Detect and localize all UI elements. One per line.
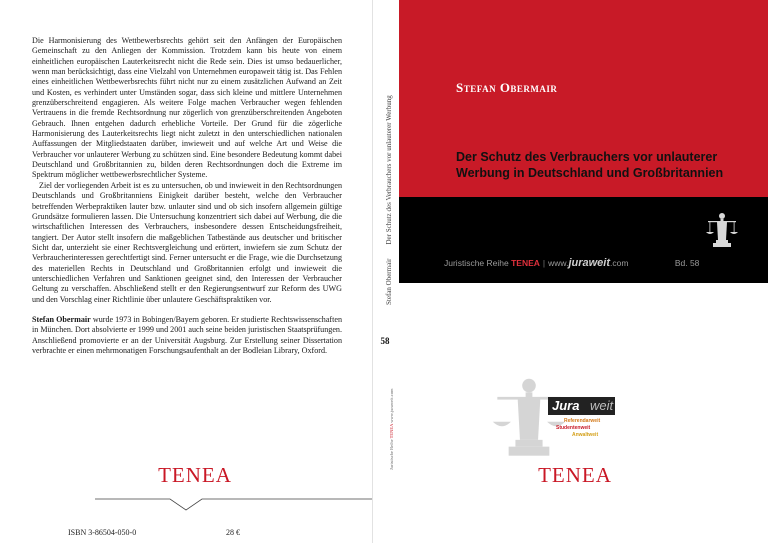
- front-publisher-logo: TENEA: [538, 463, 612, 487]
- isbn: ISBN 3-86504-050-0: [68, 528, 137, 537]
- front-series-prefix: Juristische Reihe: [444, 258, 509, 268]
- juraweit-logo-dark: Jura: [548, 397, 615, 415]
- back-publisher-logo: TENEA: [158, 463, 232, 487]
- logo-tag-3: Anwaltweit: [572, 432, 599, 438]
- price: 28 €: [226, 528, 240, 537]
- spine-text: [385, 5, 393, 305]
- front-series-www: www.: [548, 258, 569, 268]
- juraweit-logo-light: weit: [590, 398, 614, 413]
- front-author: Stefan Obermair: [456, 80, 558, 95]
- spine-series-publisher: TENEA: [389, 423, 394, 439]
- spine-title: Der Schutz des Verbrauchers vor unlauterer Werbung: [385, 95, 393, 245]
- logo-tag-1: Referendarweit: [564, 418, 601, 424]
- spine-series-prefix: Juristische Reihe: [389, 439, 394, 470]
- justitia-watermark-icon: [484, 372, 574, 467]
- justitia-icon: [704, 210, 740, 252]
- spine-series: [389, 360, 394, 470]
- front-series-brand: juraweit: [568, 257, 611, 269]
- front-series-tld: .com: [610, 258, 629, 268]
- blurb-paragraph-1: Die Harmonisierung des Wettbewerbsrechts gehört seit den Anfängen der Europäischen Gemeinschaft zu den Anliegen der Kommission. Trotzdem kann bis heute von einem einheitlichen europäischen Lauterkeitsrecht nicht die Rede sein. Dies ist umso bedauerlicher, wenn man berücksichtigt, dass eine Vielzahl von Unternehmen europaweit tätig ist. Das Fehlen eines einheitlichen Wettbewerbsrechts führt nicht nur zu einem zusätzlichen Aufwand an Zeit und Kosten, es verhindert unter Umständen sogar, dass sich kleine und mittlere Unternehmen grenzüberschreitend engagieren. Als weitere Folge machen Verbraucher wegen fehlenden Vertrauens in die fremde Rechtsordnung nur zögerlich von grenzüberschreitenden Angeboten Gebrauch. Ihnen entgehen dadurch erhebliche Vorteile. Der Grund für die zögerliche Harmonisierung des Lauterkeitsrechts liegt nicht zuletzt in den unterschiedlichen nationalen Auffassungen der Mitgliedstaaten darüber, inwieweit und auf welche Art und Weise die Verbraucher vor unlauterer Werbung zu schützen sind. Eine besondere Bedeutung kommt dabei Deutschland und Großbritannien zu, bilden deren Rechtsordnungen doch die Extreme im Spektrum möglicher wettbewerbsrechtlicher Systeme.: [32, 36, 342, 180]
- spine-series-site: www.juraweit.com: [389, 388, 394, 423]
- author-bio: [32, 315, 342, 356]
- front-series-publisher: TENEA: [511, 258, 540, 268]
- back-cover-blurb: [32, 36, 342, 356]
- spine-volume-number: 58: [380, 336, 390, 346]
- front-series-line: Juristische Reihe TENEA | www.juraweit.com Bd. 58: [444, 257, 700, 269]
- spine-author: Stefan Obermair: [385, 258, 393, 305]
- author-bio-name: Stefan Obermair: [32, 314, 91, 324]
- blurb-paragraph-2: Ziel der vorliegenden Arbeit ist es zu untersuchen, ob und inwieweit in den Rechtsordnungen Deutschlands und Großbritanniens Einigkeit darüber besteht, welche den Verbraucher betreffenden Werbepraktiken lauter bzw. unlauter sind und ob sich insofern allgemein gültige Grundsätze formulieren lassen. Die Untersuchung konzentriert sich dabei auf Werbung, die die wirtschaftlichen Interessen des Verbrauchers, insbesondere dessen Entscheidungsfreiheit, tangiert. Der Autor stellt insofern die maßgeblichen Tatbestände aus deutscher und britischer Sicht dar, unterzieht sie einer Rechtsvergleichung und erörtert, inwiefern sie zum Schutz der Verbraucherinteressen gerechtfertigt sind. Ferner untersucht er die Frage, wie die Durchsetzung des materiellen Rechts in Deutschland und Großbritannien erfolgt und inwieweit die unterschiedlichen Verfahren und Sanktionen geeignet sind, den Interessen der Verbraucher Geltung zu verschaffen. Abschließend stellt er den Regierungsentwurf zur Reform des UWG und den Vorschlag einer Richtlinie über unlautere Geschäftspraktiken vor.: [32, 180, 342, 304]
- author-bio-text: wurde 1973 in Bobingen/Bayern geboren. Er studierte Rechtswissenschaften in München. Dort absolvierte er 1999 und 2001 auch seine beiden juristischen Staatsprüfungen. Anschließend promovierte er an der Universität Augsburg. Zur Erstellung seiner Dissertation verbrachte er einen mehrmonatigen Forschungsaufenthalt an der Bodleian Library, Oxford.: [32, 314, 342, 355]
- front-title: Der Schutz des Verbrauchers vor unlauterer Werbung in Deutschland und Großbritannien: [456, 150, 724, 180]
- front-volume-label: Bd. 58: [674, 258, 700, 268]
- logo-tag-2: Studentenweit: [556, 425, 591, 431]
